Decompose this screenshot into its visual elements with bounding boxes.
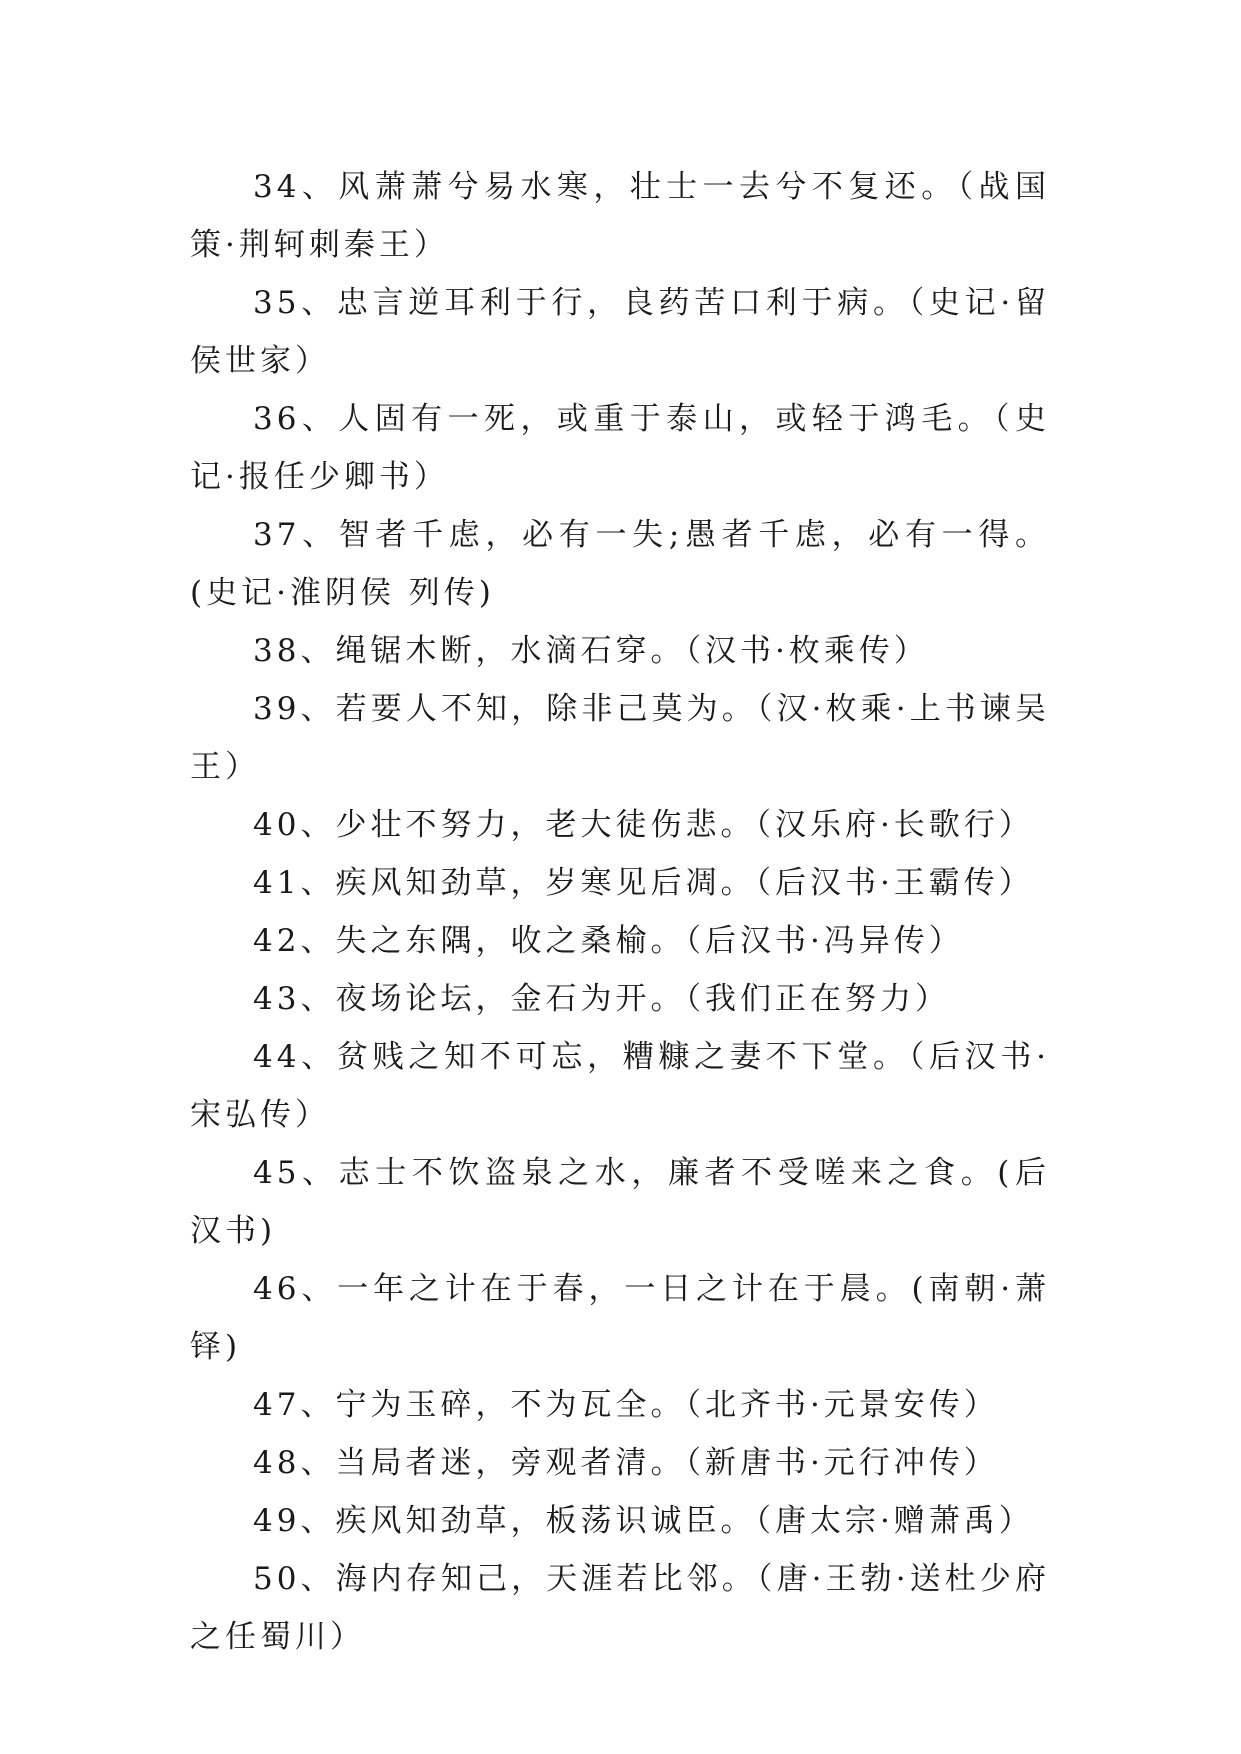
quote-entry-40: 40、少壮不努力，老大徒伤悲。（汉乐府·长歌行） <box>253 807 1034 843</box>
quote-entry-39: 39、若要人不知，除非己莫为。（汉·枚乘·上书谏吴王） <box>190 691 1050 785</box>
quote-entry-46: 46、一年之计在于春，一日之计在于晨。(南朝·萧铎) <box>190 1271 1050 1365</box>
quote-entry-37: 37、智者千虑，必有一失;愚者千虑，必有一得。(史记·淮阴侯 列传) <box>190 517 1050 611</box>
quote-entry-42: 42、失之东隅，收之桑榆。（后汉书·冯异传） <box>253 923 964 959</box>
quote-entry-49: 49、疾风知劲草，板荡识诚臣。（唐太宗·赠萧禹） <box>253 1503 1034 1539</box>
quote-entry-44: 44、贫贱之知不可忘，糟糠之妻不下堂。（后汉书·宋弘传） <box>190 1039 1050 1133</box>
quote-entry-35: 35、忠言逆耳利于行，良药苦口利于病。（史记·留侯世家） <box>190 285 1050 379</box>
quote-entry-43: 43、夜场论坛，金石为开。（我们正在努力） <box>253 981 950 1017</box>
quote-entry-36: 36、人固有一死，或重于泰山，或轻于鸿毛。（史记·报任少卿书） <box>190 401 1050 495</box>
quote-entry-50: 50、海内存知己，天涯若比邻。（唐·王勃·送杜少府之任蜀川） <box>190 1561 1050 1655</box>
quote-entry-34: 34、风萧萧兮易水寒，壮士一去兮不复还。（战国策·荆轲刺秦王） <box>190 169 1050 263</box>
quote-entry-48: 48、当局者迷，旁观者清。（新唐书·元行冲传） <box>253 1445 999 1481</box>
quote-entry-41: 41、疾风知劲草，岁寒见后凋。（后汉书·王霸传） <box>253 865 1034 901</box>
quote-list <box>190 158 1050 1666</box>
quote-entry-45: 45、志士不饮盗泉之水，廉者不受嗟来之食。(后汉书) <box>190 1155 1050 1249</box>
quote-entry-38: 38、绳锯木断，水滴石穿。（汉书·枚乘传） <box>253 633 929 669</box>
quote-entry-47: 47、宁为玉碎，不为瓦全。（北齐书·元景安传） <box>253 1387 999 1423</box>
